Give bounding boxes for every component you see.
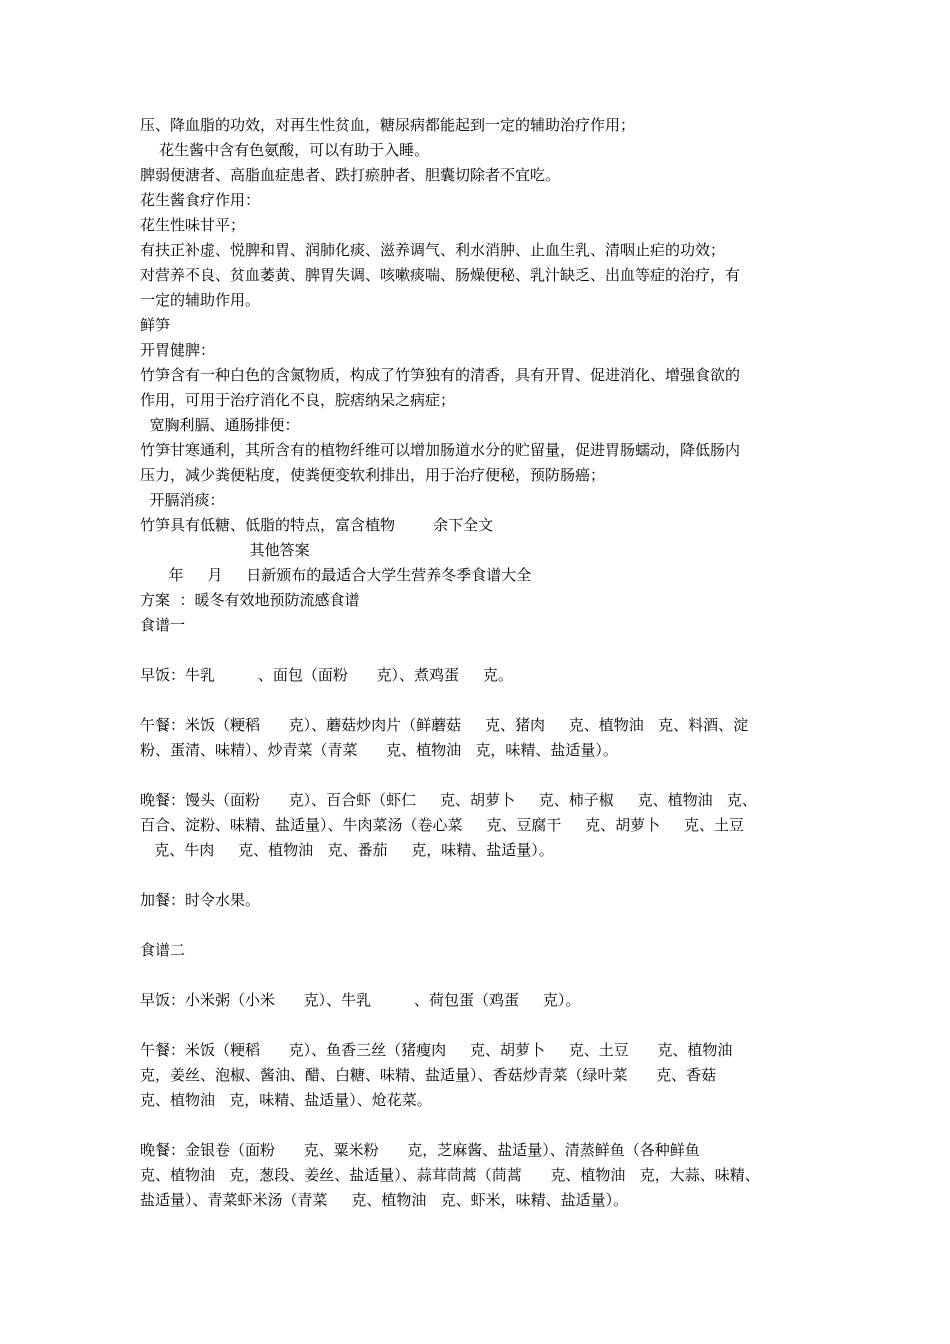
text-line: 宽胸利膈、通肠排便： (140, 416, 300, 434)
text-line: 早饭：小米粥（小米 克）、牛乳 、荷包蛋（鸡蛋 克）。 (140, 991, 581, 1009)
text-line: 压、降血脂的功效，对再生性贫血，糖尿病都能起到一定的辅助治疗作用； (140, 116, 636, 134)
text-line: 有扶正补虚、悦脾和胃、润肺化痰、滋养调气、利水消肿、止血生乳、清咽止疟的功效； (140, 241, 726, 259)
text-line: 一定的辅助作用。 (140, 291, 261, 309)
document-body (140, 113, 820, 1213)
text-line: 其他答案 (140, 541, 310, 559)
blank-line (140, 963, 820, 988)
text-line: 晚餐：金银卷（面粉 克、粟米粉 克，芝麻酱、盐适量）、清蒸鲜鱼（各种鲜鱼 (140, 1141, 700, 1159)
text-line: 克，姜丝、泡椒、酱油、醋、白糖、味精、盐适量）、香菇炒青菜（绿叶菜 克、香菇 (140, 1066, 717, 1084)
text-line: 开胃健脾： (140, 341, 216, 359)
text-line: 克、植物油 克，味精、盐适量）、炝花菜。 (140, 1091, 432, 1109)
text-line: 花生酱中含有色氨酸，可以有助于入睡。 (140, 141, 430, 159)
text-line: 盐适量）、青菜虾米汤（青菜 克、植物油 克、虾米，味精、盐适量）。 (140, 1191, 629, 1209)
text-line: 竹笋甘寒通利，其所含有的植物纤维可以增加肠道水分的贮留量，促进胃肠蠕动，降低肠内 (140, 441, 741, 459)
text-line: 脾弱便溏者、高脂血症患者、跌打瘀肿者、胆囊切除者不宜吃。 (140, 166, 561, 184)
text-line: 克、牛肉 克、植物油 克、番茄 克，味精、盐适量）。 (140, 841, 554, 859)
text-line: 年 月 日新颁布的最适合大学生营养冬季食谱大全 (140, 566, 532, 584)
blank-line (140, 638, 820, 663)
blank-line (140, 1113, 820, 1138)
text-line: 方案 ：暖冬有效地预防流感食谱 (140, 591, 360, 609)
text-line: 食谱一 (140, 616, 186, 634)
text-line: 食谱二 (140, 941, 186, 959)
text-line: 早饭：牛乳 、面包（面粉 克）、煮鸡蛋 克。 (140, 666, 513, 684)
text-line: 竹笋含有一种白色的含氮物质，构成了竹笋独有的清香，具有开胃、促进消化、增强食欲的 (140, 366, 741, 384)
blank-line (140, 763, 820, 788)
text-line: 克、植物油 克，葱段、姜丝、盐适量）、蒜茸茼蒿（茼蒿 克、植物油 克，大蒜、味精、 (140, 1166, 760, 1184)
blank-line (140, 1013, 820, 1038)
text-line: 百合、淀粉、味精、盐适量）、牛肉菜汤（卷心菜 克、豆腐干 克、胡萝卜 克、土豆 (140, 816, 745, 834)
text-line: 花生酱食疗作用： (140, 191, 261, 209)
text-line: 粉、蛋清、味精）、炒青菜（青菜 克、植物油 克，味精、盐适量）。 (140, 741, 618, 759)
text-line: 鲜笋 (140, 316, 171, 334)
text-line: 对营养不良、贫血萎黄、脾胃失调、咳嗽痰喘、肠燥便秘、乳汁缺乏、出血等症的治疗，有 (140, 266, 741, 284)
text-line: 花生性味甘平； (140, 216, 246, 234)
blank-line (140, 913, 820, 938)
text-line: 午餐：米饭（粳稻 克）、鱼香三丝（猪瘦肉 克、胡萝卜 克、土豆 克、植物油 (140, 1041, 733, 1059)
blank-line (140, 688, 820, 713)
text-line: 作用，可用于治疗消化不良，脘痞纳呆之病症； (140, 391, 456, 409)
text-line: 加餐：时令水果。 (140, 891, 261, 909)
blank-line (140, 863, 820, 888)
text-line: 竹笋具有低糖、低脂的特点，富含植物 余下全文 (140, 516, 494, 534)
text-line: 开膈消痰： (140, 491, 225, 509)
text-line: 压力，减少粪便粘度，使粪便变软利排出，用于治疗便秘，预防肠癌； (140, 466, 606, 484)
text-line: 晚餐：馒头（面粉 克）、百合虾（虾仁 克、胡萝卜 克、柿子椒 克、植物油 克、 (140, 791, 757, 809)
text-line: 午餐：米饭（粳稻 克）、蘑菇炒肉片（鲜蘑菇 克、猪肉 克、植物油 克、料酒、淀 (140, 716, 749, 734)
